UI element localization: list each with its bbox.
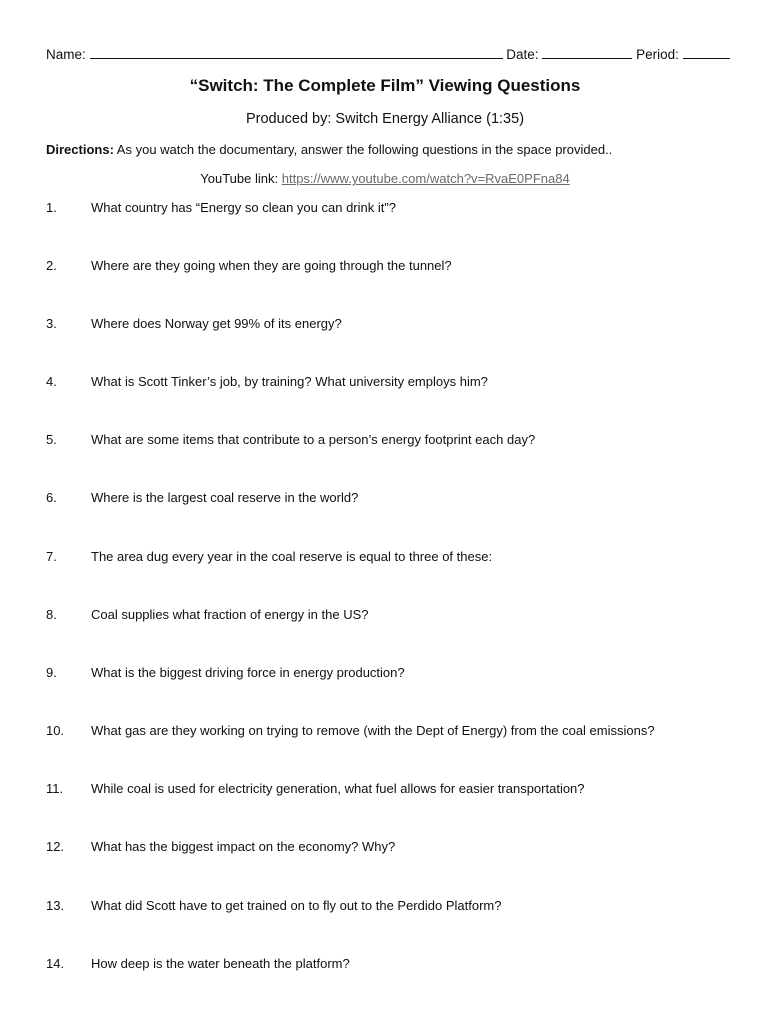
question-text: What are some items that contribute to a person’s energy footprint each day? bbox=[91, 432, 536, 447]
question-text: What gas are they working on trying to remove (with the Dept of Energy) from the coal emissions? bbox=[91, 723, 655, 738]
date-field[interactable] bbox=[542, 46, 632, 59]
question-text: Where does Norway get 99% of its energy? bbox=[91, 316, 342, 331]
question-item bbox=[46, 607, 746, 622]
period-field[interactable] bbox=[683, 46, 730, 59]
question-number: 12. bbox=[46, 839, 65, 854]
question-text: The area dug every year in the coal reserve is equal to three of these: bbox=[91, 549, 493, 564]
youtube-link[interactable]: https://www.youtube.com/watch?v=RvaE0PFna84 bbox=[281, 171, 570, 186]
question-number: 9. bbox=[46, 665, 57, 680]
question-number: 1. bbox=[46, 200, 57, 215]
question-number: 5. bbox=[46, 432, 57, 447]
produced-by: Produced by: Switch Energy Alliance (1:35) bbox=[245, 111, 525, 127]
question-number: 14. bbox=[46, 956, 65, 971]
directions bbox=[46, 142, 612, 157]
question-text: How deep is the water beneath the platform? bbox=[91, 956, 350, 971]
question-text: What has the biggest impact on the economy? Why? bbox=[91, 839, 396, 854]
question-text: While coal is used for electricity generation, what fuel allows for easier transportation? bbox=[91, 781, 585, 796]
question-number: 11. bbox=[46, 781, 64, 796]
question-item bbox=[46, 665, 746, 680]
question-text: Where are they going when they are going through the tunnel? bbox=[91, 258, 452, 273]
question-item bbox=[46, 200, 746, 215]
question-item bbox=[46, 839, 746, 854]
youtube-label: YouTube link: bbox=[200, 171, 279, 186]
name-field[interactable] bbox=[90, 46, 503, 59]
question-number: 7. bbox=[46, 549, 57, 564]
question-number: 3. bbox=[46, 316, 57, 331]
date-label: Date: bbox=[506, 47, 539, 62]
question-item bbox=[46, 374, 746, 389]
question-item bbox=[46, 549, 746, 564]
question-number: 10. bbox=[46, 723, 65, 738]
student-info-line bbox=[46, 46, 726, 62]
question-text: Coal supplies what fraction of energy in the US? bbox=[91, 607, 369, 622]
directions-text: As you watch the documentary, answer the following questions in the space provided.. bbox=[113, 142, 613, 157]
question-number: 2. bbox=[46, 258, 57, 273]
period-label: Period: bbox=[636, 47, 679, 62]
question-item bbox=[46, 781, 746, 796]
youtube-line bbox=[0, 171, 770, 186]
question-number: 6. bbox=[46, 490, 57, 505]
question-number: 8. bbox=[46, 607, 57, 622]
question-text: What did Scott have to get trained on to fly out to the Perdido Platform? bbox=[91, 898, 502, 913]
question-item bbox=[46, 956, 746, 971]
question-item bbox=[46, 258, 746, 273]
directions-label: Directions: bbox=[46, 142, 114, 157]
page-title: “Switch: The Complete Film” Viewing Questions bbox=[189, 76, 581, 95]
question-text: What is Scott Tinker’s job, by training? What university employs him? bbox=[91, 374, 488, 389]
question-item bbox=[46, 316, 746, 331]
question-item bbox=[46, 898, 746, 913]
question-text: What country has “Energy so clean you can drink it”? bbox=[91, 200, 396, 215]
question-text: Where is the largest coal reserve in the world? bbox=[91, 490, 359, 505]
name-label: Name: bbox=[46, 47, 86, 62]
question-text: What is the biggest driving force in energy production? bbox=[91, 665, 405, 680]
question-item bbox=[46, 432, 746, 447]
question-item bbox=[46, 723, 746, 738]
question-item bbox=[46, 490, 746, 505]
question-number: 4. bbox=[46, 374, 57, 389]
question-number: 13. bbox=[46, 898, 65, 913]
